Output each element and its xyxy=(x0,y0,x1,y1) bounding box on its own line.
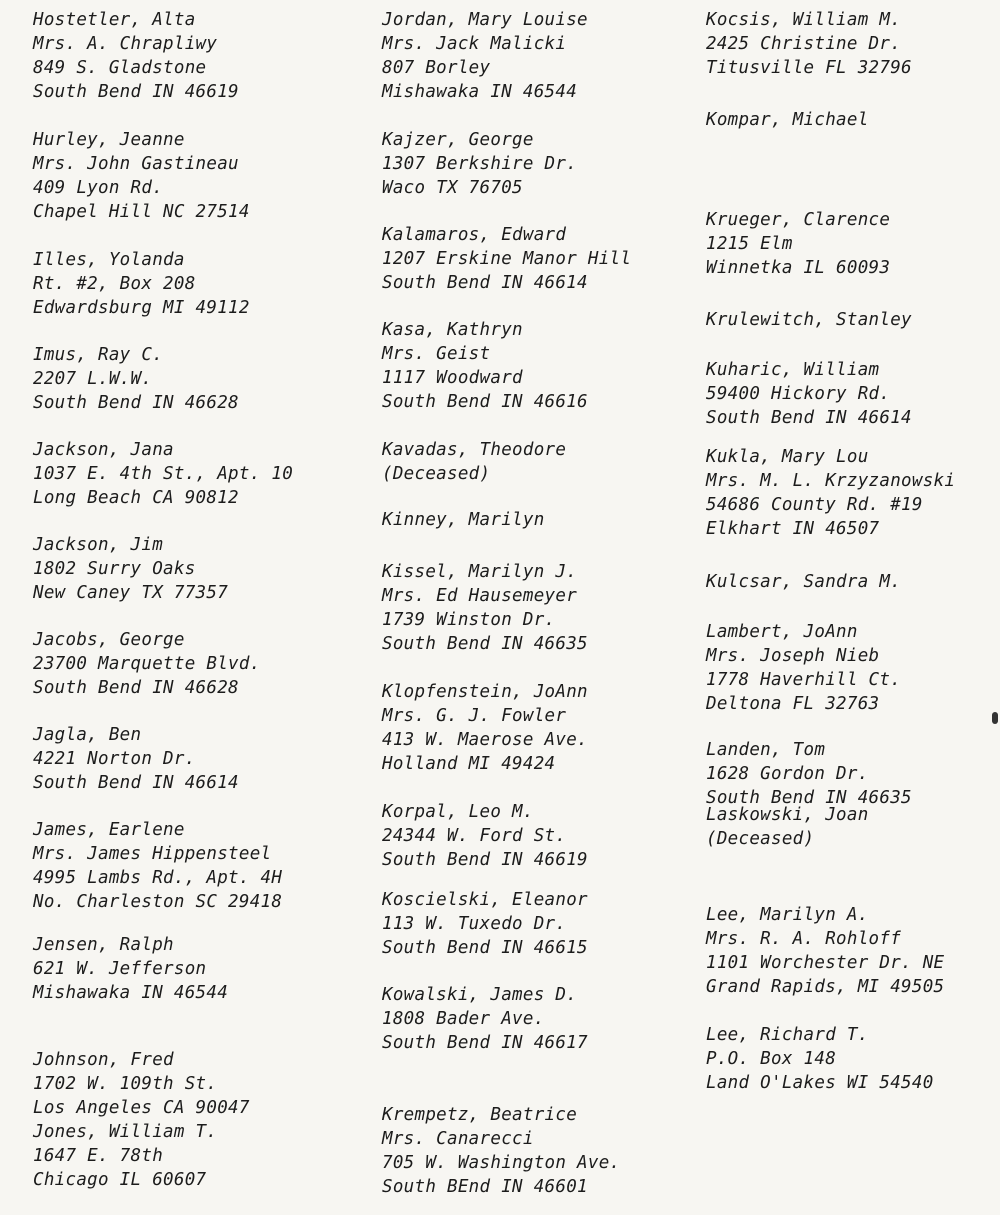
entry-line: 1778 Haverhill Ct. xyxy=(706,670,902,690)
entry-line: Mrs. Canarecci xyxy=(382,1129,534,1149)
page-edge-mark xyxy=(992,712,998,724)
entry-name: Krulewitch, Stanley xyxy=(706,310,912,330)
directory-entry xyxy=(33,438,293,510)
entry-name: Hostetler, Alta xyxy=(33,10,196,30)
entry-line: 1207 Erskine Manor Hill xyxy=(382,249,632,269)
directory-entry xyxy=(382,560,588,656)
directory-entry xyxy=(706,445,955,541)
entry-line: 849 S. Gladstone xyxy=(33,58,207,78)
entry-line: South Bend IN 46614 xyxy=(706,408,912,428)
entry-line: 113 W. Tuxedo Dr. xyxy=(382,914,567,934)
entry-line: Mrs. Jack Malicki xyxy=(382,34,567,54)
entry-name: Johnson, Fred xyxy=(33,1050,174,1070)
entry-line: 24344 W. Ford St. xyxy=(382,826,567,846)
entry-line: Mrs. John Gastineau xyxy=(33,154,239,174)
entry-name: Jackson, Jim xyxy=(33,535,164,555)
entry-line: South Bend IN 46635 xyxy=(382,634,588,654)
entry-line: Mrs. Ed Hausemeyer xyxy=(382,586,578,606)
directory-entry xyxy=(382,888,588,960)
entry-line: South Bend IN 46628 xyxy=(33,393,239,413)
directory-entry xyxy=(33,723,239,795)
directory-entry xyxy=(706,803,869,851)
directory-entry xyxy=(33,628,261,700)
directory-entry xyxy=(382,128,577,200)
directory-entry xyxy=(706,738,912,810)
entry-line: Grand Rapids, MI 49505 xyxy=(706,977,945,997)
directory-entry xyxy=(382,438,566,486)
directory-entry xyxy=(33,8,239,104)
entry-line: 59400 Hickory Rd. xyxy=(706,384,891,404)
entry-line: South Bend IN 46619 xyxy=(382,850,588,870)
entry-line: 54686 County Rd. #19 xyxy=(706,495,923,515)
directory-entry xyxy=(706,1023,934,1095)
directory-entry xyxy=(33,533,228,605)
entry-line: Mrs. G. J. Fowler xyxy=(382,706,567,726)
entry-line: (Deceased) xyxy=(706,829,815,849)
entry-name: Kukla, Mary Lou xyxy=(706,447,869,467)
entry-name: Krempetz, Beatrice xyxy=(382,1105,578,1125)
directory-entry xyxy=(706,358,912,430)
directory-entry xyxy=(382,508,545,532)
entry-name: Laskowski, Joan xyxy=(706,805,869,825)
entry-line: 621 W. Jefferson xyxy=(33,959,207,979)
entry-line: 1802 Surry Oaks xyxy=(33,559,196,579)
directory-entry xyxy=(33,818,282,914)
directory-entry xyxy=(382,983,588,1055)
entry-name: Kissel, Marilyn J. xyxy=(382,562,578,582)
entry-line: South Bend IN 46617 xyxy=(382,1033,588,1053)
entry-name: Jackson, Jana xyxy=(33,440,174,460)
entry-name: Jensen, Ralph xyxy=(33,935,174,955)
entry-line: 1307 Berkshire Dr. xyxy=(382,154,578,174)
entry-name: Hurley, Jeanne xyxy=(33,130,185,150)
entry-line: (Deceased) xyxy=(382,464,491,484)
entry-line: Edwardsburg MI 49112 xyxy=(33,298,250,318)
entry-line: No. Charleston SC 29418 xyxy=(33,892,283,912)
entry-line: Mrs. R. A. Rohloff xyxy=(706,929,902,949)
entry-line: South Bend IN 46615 xyxy=(382,938,588,958)
entry-name: Kocsis, William M. xyxy=(706,10,902,30)
entry-name: Landen, Tom xyxy=(706,740,826,760)
entry-name: Lee, Marilyn A. xyxy=(706,905,869,925)
entry-line: South Bend IN 46628 xyxy=(33,678,239,698)
entry-line: 705 W. Washington Ave. xyxy=(382,1153,621,1173)
entry-line: 1037 E. 4th St., Apt. 10 xyxy=(33,464,294,484)
entry-name: James, Earlene xyxy=(33,820,185,840)
directory-entry xyxy=(33,248,250,320)
entry-name: Korpal, Leo M. xyxy=(382,802,534,822)
entry-name: Kompar, Michael xyxy=(706,110,869,130)
entry-line: South BEnd IN 46601 xyxy=(382,1177,588,1197)
entry-name: Krueger, Clarence xyxy=(706,210,891,230)
entry-name: Kinney, Marilyn xyxy=(382,510,545,530)
entry-line: Mrs. Geist xyxy=(382,344,491,364)
entry-name: Imus, Ray C. xyxy=(33,345,164,365)
entry-line: Long Beach CA 90812 xyxy=(33,488,239,508)
entry-line: 1647 E. 78th xyxy=(33,1146,164,1166)
entry-line: Titusville FL 32796 xyxy=(706,58,912,78)
entry-line: Land O'Lakes WI 54540 xyxy=(706,1073,934,1093)
entry-line: South Bend IN 46616 xyxy=(382,392,588,412)
directory-entry xyxy=(33,128,250,224)
entry-line: 2207 L.W.W. xyxy=(33,369,153,389)
entry-line: Waco TX 76705 xyxy=(382,178,523,198)
entry-line: 409 Lyon Rd. xyxy=(33,178,164,198)
entry-line: Elkhart IN 46507 xyxy=(706,519,880,539)
entry-name: Klopfenstein, JoAnn xyxy=(382,682,588,702)
entry-line: 1739 Winston Dr. xyxy=(382,610,556,630)
entry-line: 4995 Lambs Rd., Apt. 4H xyxy=(33,868,283,888)
entry-line: New Caney TX 77357 xyxy=(33,583,229,603)
entry-line: South Bend IN 46614 xyxy=(33,773,239,793)
entry-line: Rt. #2, Box 208 xyxy=(33,274,196,294)
directory-entry xyxy=(33,933,228,1005)
directory-entry xyxy=(33,1048,250,1120)
entry-name: Jagla, Ben xyxy=(33,725,142,745)
entry-line: Mrs. A. Chrapliwy xyxy=(33,34,218,54)
entry-name: Kalamaros, Edward xyxy=(382,225,567,245)
entry-name: Kulcsar, Sandra M. xyxy=(706,572,902,592)
entry-line: South Bend IN 46635 xyxy=(706,788,912,808)
entry-line: 1117 Woodward xyxy=(382,368,523,388)
directory-entry xyxy=(706,8,912,80)
entry-line: 4221 Norton Dr. xyxy=(33,749,196,769)
entry-line: Los Angeles CA 90047 xyxy=(33,1098,250,1118)
entry-name: Kajzer, George xyxy=(382,130,534,150)
entry-line: Chicago IL 60607 xyxy=(33,1170,207,1190)
entry-name: Jones, William T. xyxy=(33,1122,218,1142)
entry-line: Deltona FL 32763 xyxy=(706,694,880,714)
directory-entry xyxy=(33,343,239,415)
entry-line: Mrs. Joseph Nieb xyxy=(706,646,880,666)
entry-line: 1702 W. 109th St. xyxy=(33,1074,218,1094)
entry-line: Mrs. James Hippensteel xyxy=(33,844,272,864)
entry-name: Jordan, Mary Louise xyxy=(382,10,588,30)
entry-name: Kuharic, William xyxy=(706,360,880,380)
directory-entry xyxy=(382,1103,620,1199)
entry-name: Kowalski, James D. xyxy=(382,985,578,1005)
directory-entry xyxy=(382,223,631,295)
entry-name: Lee, Richard T. xyxy=(706,1025,869,1045)
entry-name: Jacobs, George xyxy=(33,630,185,650)
entry-line: Winnetka IL 60093 xyxy=(706,258,891,278)
entry-line: 2425 Christine Dr. xyxy=(706,34,902,54)
entry-name: Lambert, JoAnn xyxy=(706,622,858,642)
entry-name: Koscielski, Eleanor xyxy=(382,890,588,910)
entry-line: 1215 Elm xyxy=(706,234,793,254)
entry-line: 1101 Worchester Dr. NE xyxy=(706,953,945,973)
directory-entry xyxy=(706,108,869,132)
entry-line: Chapel Hill NC 27514 xyxy=(33,202,250,222)
entry-name: Illes, Yolanda xyxy=(33,250,185,270)
directory-entry xyxy=(706,903,944,999)
entry-line: Holland MI 49424 xyxy=(382,754,556,774)
entry-name: Kasa, Kathryn xyxy=(382,320,523,340)
entry-line: 413 W. Maerose Ave. xyxy=(382,730,588,750)
entry-line: 1808 Bader Ave. xyxy=(382,1009,545,1029)
entry-name: Kavadas, Theodore xyxy=(382,440,567,460)
entry-line: P.O. Box 148 xyxy=(706,1049,837,1069)
entry-line: Mrs. M. L. Krzyzanowski xyxy=(706,471,956,491)
entry-line: South Bend IN 46614 xyxy=(382,273,588,293)
entry-line: South Bend IN 46619 xyxy=(33,82,239,102)
entry-line: Mishawaka IN 46544 xyxy=(382,82,578,102)
directory-entry xyxy=(382,800,588,872)
entry-line: 807 Borley xyxy=(382,58,491,78)
directory-entry xyxy=(382,8,588,104)
entry-line: 1628 Gordon Dr. xyxy=(706,764,869,784)
directory-entry xyxy=(33,1120,217,1192)
directory-entry xyxy=(382,318,588,414)
entry-line: 23700 Marquette Blvd. xyxy=(33,654,261,674)
entry-line: Mishawaka IN 46544 xyxy=(33,983,229,1003)
directory-entry xyxy=(706,620,901,716)
directory-entry xyxy=(706,570,901,594)
directory-entry xyxy=(706,308,912,332)
directory-entry xyxy=(706,208,890,280)
directory-entry xyxy=(382,680,588,776)
